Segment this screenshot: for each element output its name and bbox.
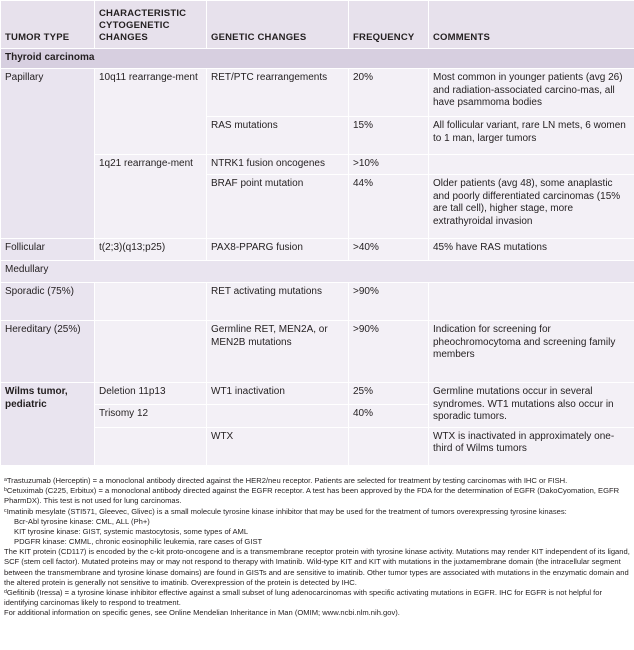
tumor-medullary: Medullary [1,261,634,283]
gene-ret-activating: RET activating mutations [207,283,349,321]
freq-pax8: >40% [349,239,429,261]
gene-ret-ptc: RET/PTC rearrangements [207,69,349,117]
freq-ret-ptc: 20% [349,69,429,117]
footnote-c-bcr-abl: Bcr-Abl tyrosine kinase: CML, ALL (Ph+) [14,516,150,526]
freq-wtx [349,427,429,465]
freq-germline-ret: >90% [349,321,429,383]
cyto-sporadic [95,283,207,321]
cyto-trisomy-12: Trisomy 12 [95,405,207,427]
comment-ntrk1 [429,155,634,175]
cyto-t23: t(2;3)(q13;p25) [95,239,207,261]
footnote-c: ᶜImatinib mesylate (STI571, Gleevec, Glivec) is a small molecule tyrosine kinase inhibitor that may be used for the treatment of tumors overexpressing tyrosine kinases: [4,506,567,516]
comment-sporadic [429,283,634,321]
footnote-omim: For additional information on specific genes, see Online Mendelian Inheritance in Man (OMIM; www.ncbi.nlm.nih.gov). [4,608,400,618]
table-row [1,239,634,261]
cyto-11p13: Deletion 11p13 [95,383,207,405]
header-cytogenetic-changes: CHARACTERISTIC CYTOGENETIC CHANGES [95,1,207,49]
comment-braf: Older patients (avg 48), some anaplastic and poorly differentiated carcinomas (15% are tall cell), higher stage, more extrathyroidal invasion [429,175,634,239]
freq-ret-activating: >90% [349,283,429,321]
cyto-10q11: 10q11 rearrange-ment [95,69,207,155]
freq-ras: 15% [349,117,429,155]
gene-wtx: WTX [207,427,349,465]
gene-pax8: PAX8-PPARG fusion [207,239,349,261]
comment-ret-ptc: Most common in younger patients (avg 26) and radiation-associated carcino-mas, all have psammoma bodies [429,69,634,117]
comment-germline-ret: Indication for screening for pheochromocytoma and screening family members [429,321,634,383]
header-genetic-changes: GENETIC CHANGES [207,1,349,49]
table-row [1,321,634,383]
freq-trisomy: 40% [349,405,429,427]
cyto-1q21: 1q21 rearrange-ment [95,155,207,239]
footnote-kit-protein: The KIT protein (CD117) is encoded by the c-kit proto-oncogene and is a transmembrane receptor protein with tyrosine kinase activity. Mutations may render KIT independent of its ligand, SCF (stem cell factor). Mutated proteins may or may not respond to therapy with Imatinib. Wild-type KIT and KIT with mutations in the juxtamembrane domain (the intracellular segment between the transmembrane and tyrosine kinase domains) are found in GISTs and are sensitive to imatinib. Other tumor types are associated with mutations in the enzymatic domain and the altered protein is generally not sensitive to imatinib. Overexpression of the protein is detected by IHC. [4,547,630,587]
section-row-thyroid [1,49,634,69]
table-row [1,383,634,405]
tumor-sporadic: Sporadic (75%) [1,283,95,321]
footnote-c-kit: KIT tyrosine kinase: GIST, systemic mastocytosis, some types of AML [14,526,249,536]
gene-ntrk1: NTRK1 fusion oncogenes [207,155,349,175]
header-frequency: FREQUENCY [349,1,429,49]
table-row [1,155,634,175]
footnotes [4,476,630,618]
header-tumor-type: TUMOR TYPE [1,1,95,49]
freq-ntrk1: >10% [349,155,429,175]
gene-braf: BRAF point mutation [207,175,349,239]
tumor-papillary: Papillary [1,69,95,239]
freq-wt1: 25% [349,383,429,405]
gene-ras: RAS mutations [207,117,349,155]
comment-wt1: Germline mutations occur in several syndromes. WT1 mutations also occur in sporadic tumors. [429,383,634,428]
table-row [1,283,634,321]
tumor-wilms: Wilms tumor, pediatric [1,383,95,466]
freq-braf: 44% [349,175,429,239]
header-comments: COMMENTS [429,1,634,49]
cyto-wtx [95,427,207,465]
comment-wtx: WTX is inactivated in approximately one-third of Wilms tumors [429,427,634,465]
table-row [1,261,634,283]
comment-pax8: 45% have RAS mutations [429,239,634,261]
footnote-a: ᵃTrastuzumab (Herceptin) = a monoclonal antibody directed against the HER2/neu receptor. Patients are selected for treatment by testing carcinomas with IHC or FISH. [4,476,568,485]
table-row [1,427,634,465]
tumor-hereditary: Hereditary (25%) [1,321,95,383]
comment-ras: All follicular variant, rare LN mets, 6 women to 1 man, larger tumors [429,117,634,155]
cyto-hereditary [95,321,207,383]
gene-germline-ret: Germline RET, MEN2A, or MEN2B mutations [207,321,349,383]
tumor-follicular: Follicular [1,239,95,261]
section-thyroid-carcinoma: Thyroid carcinoma [1,49,634,69]
footnote-d: ᵈGefitinib (Iressa) = a tyrosine kinase inhibitor effective against a small subset of lung adenocarcinomas with specific activating mutations in EGFR. IHC for EGFR is not helpful for identifying carcinomas likely to respond to treatment. [4,587,603,608]
gene-wt1: WT1 inactivation [207,383,349,405]
footnote-c-pdgfr: PDGFR kinase: CMML, chronic eosinophilic leukemia, rare cases of GIST [14,537,263,547]
gene-trisomy [207,405,349,427]
header-row [1,1,634,49]
table-row [1,69,634,117]
footnote-b: ᵇCetuximab (C225, Erbitux) = a monoclonal antibody directed against the EGFR receptor. A test has been approved by the FDA for the determination of EGFR (DakoCyomation, EGFR PharmDX). This test is not used for lung carcinomas. [4,486,620,506]
